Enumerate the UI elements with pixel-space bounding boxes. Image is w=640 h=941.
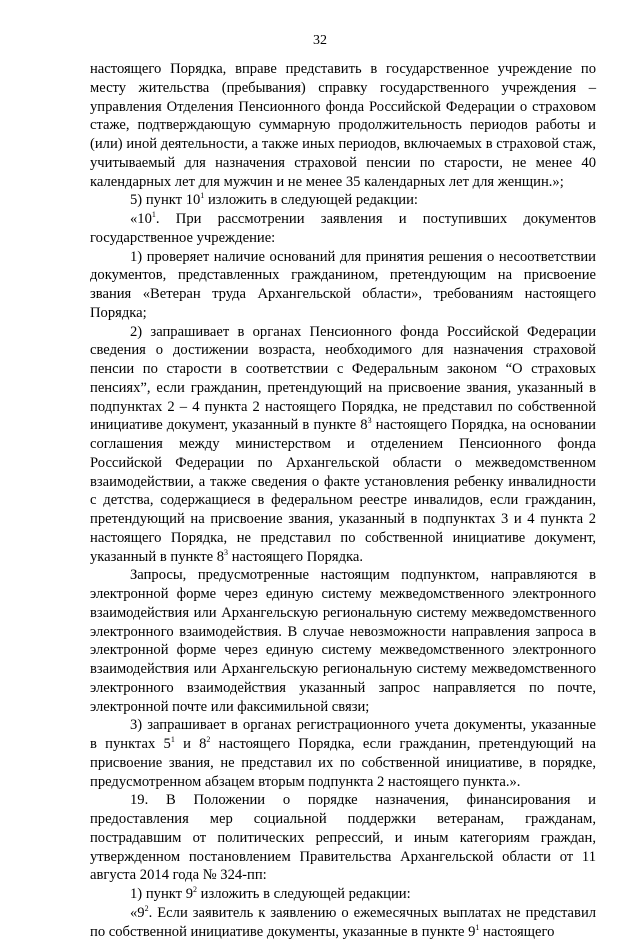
paragraph-item-5: 5) пункт $10^1$ изложить в следующей редакции:: [130, 191, 418, 209]
paragraph-subitem-3: 3) запрашивает в органах регистрационного учета документы, указанные в пунктах $5^1$ и $8^2$ настоящего Порядка, если гражданин, претендующий на присвоение звания, не представил их по собственной инициативе, в порядке, предусмотренном абзацем вторым подпункта 2 настоящего пункта.».: [90, 717, 596, 790]
document-body: [90, 60, 596, 941]
paragraph-item-19-1: 1) пункт $9^2$ изложить в следующей редакции:: [130, 885, 411, 902]
paragraph-point-9-2: «$9^2$. Если заявитель к заявлению о ежемесячных выплатах не представил по собственной инициативе документы, указанные в пункте $9^1$ настоящего: [90, 903, 597, 940]
paragraph-continuation: настоящего Порядка, вправе представить в государственное учреждение по месту жительства (пребывания) справку государственного учреждения – управления Отделения Пенсионного фонда Российской Федерации о страховом стаже, подтверждающую суммарную продолжительность периодов работы и (или) иной деятельности, а также иных периодов, включаемых в страховой стаж, учитываемый для назначения страховой пенсии по старости, не менее 40 календарных лет для мужчин и не менее 35 календарных лет для женщин.»;: [90, 61, 596, 190]
paragraph-subitem-1: 1) проверяет наличие оснований для принятия решения о несоответствии документов, представленных гражданином, претендующим на присвоение звания «Ветеран труда Архангельской области», требованиям настоящего Порядка;: [90, 248, 596, 321]
superscript-index: 1: [200, 191, 205, 201]
superscript-index: 1: [151, 210, 156, 219]
paragraph-requests: Запросы, предусмотренные настоящим подпунктом, направляются в электронной форме через единую систему межведомственного электронного взаимодействия или Архангельскую региональную систему межведомственного электронного взаимодействия. В случае невозможности направления запроса в электронной форме через единую систему межведомственного электронного взаимодействия или Архангельскую региональную систему межведомственного электронного взаимодействия указанный запрос направляется по почте, электронной почте или факсимильной связи;: [90, 567, 596, 715]
page-number: 32: [313, 33, 327, 48]
superscript-index: 2: [206, 735, 211, 744]
superscript-index: 3: [224, 547, 229, 557]
superscript-index: 1: [475, 922, 480, 932]
paragraph-item-19: 19. В Положении о порядке назначения, финансирования и предоставления мер социальной поддержки ветеранам, гражданам, пострадавшим от политических репрессий, и иным категориям граждан, утвержденном постановлением Правительства Архангельской области от 11 августа 2014 года № 324-пп:: [90, 792, 596, 884]
superscript-index: 2: [144, 903, 149, 913]
paragraph-subitem-2: 2) запрашивает в органах Пенсионного фонда Российской Федерации сведения о достижении возраста, необходимого для назначения страховой пенсии по старости в соответствии с Федеральным законом “О страховых пенсиях”, если гражданин, претендующий на присвоение звания, указанный в подпунктах 2 – 4 пункта 2 настоящего Порядка, не представил по собственной инициативе документ, указанный в пункте $8^3$ настоящего Порядка, на основании соглашения между министерством и отделением Пенсионного фонда Российской Федерации по Архангельской области о межведомственном взаимодействии, а также сведения о факте установления ребенку инвалидности с детства, содержащиеся в федеральном реестре инвалидов, если гражданин, претендующий на присвоение звания, указанный в подпунктах 3 и 4 пункта 2 настоящего Порядка, не представил по собственной инициативе документ, указанный в пункте $8^3$ настоящего Порядка.: [90, 323, 597, 565]
superscript-index: 2: [193, 885, 197, 894]
superscript-index: 3: [367, 416, 372, 426]
superscript-index: 1: [170, 735, 175, 744]
paragraph-point-10-1: «$10^1$. При рассмотрении заявления и поступивших документов государственное учреждение:: [90, 210, 597, 246]
